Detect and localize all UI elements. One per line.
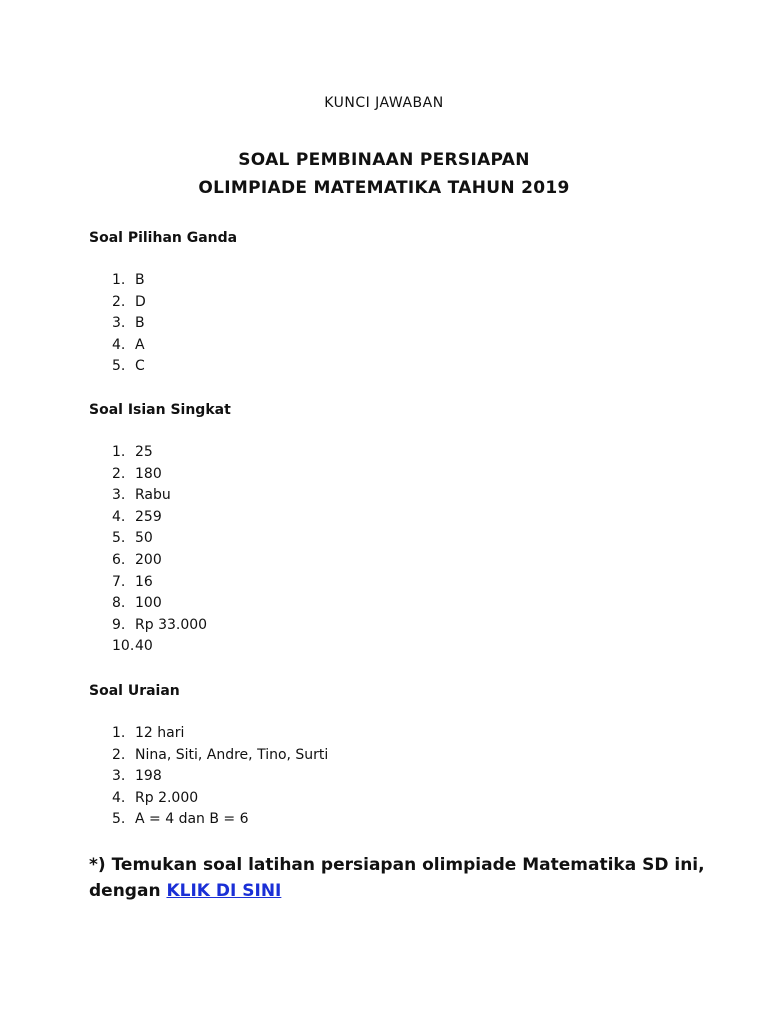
klik-di-sini-link[interactable]: KLIK DI SINI bbox=[166, 881, 282, 901]
item-answer: D bbox=[135, 293, 146, 310]
list-item bbox=[112, 723, 328, 745]
list-item bbox=[112, 809, 328, 831]
item-number: 4. bbox=[112, 508, 126, 525]
section-heading-uraian: Soal Uraian bbox=[89, 683, 180, 699]
list-item bbox=[112, 335, 146, 357]
list-item bbox=[112, 292, 146, 314]
item-answer: Rp 2.000 bbox=[135, 789, 199, 806]
list-item bbox=[112, 507, 207, 529]
item-number: 3. bbox=[112, 315, 126, 332]
item-number: 5. bbox=[112, 358, 126, 375]
item-answer: A = 4 dan B = 6 bbox=[135, 811, 249, 828]
item-number: 3. bbox=[112, 768, 126, 785]
item-answer: Rabu bbox=[135, 487, 171, 504]
list-item bbox=[112, 636, 207, 658]
item-answer: 50 bbox=[135, 530, 153, 547]
item-answer: 200 bbox=[135, 551, 162, 568]
item-number: 8. bbox=[112, 595, 126, 612]
closing-note-line-2 bbox=[89, 881, 281, 901]
list-item bbox=[112, 270, 146, 292]
answer-list-isian-singkat bbox=[112, 442, 207, 658]
item-answer: 100 bbox=[135, 595, 162, 612]
item-answer: 16 bbox=[135, 573, 153, 590]
item-number: 7. bbox=[112, 573, 126, 590]
list-item bbox=[112, 550, 207, 572]
list-item bbox=[112, 356, 146, 378]
section-heading-isian-singkat: Soal Isian Singkat bbox=[89, 402, 231, 418]
item-number: 2. bbox=[112, 746, 126, 763]
list-item bbox=[112, 572, 207, 594]
item-number: 5. bbox=[112, 811, 126, 828]
item-number: 10. bbox=[112, 638, 135, 655]
list-item bbox=[112, 593, 207, 615]
list-item bbox=[112, 528, 207, 550]
item-number: 6. bbox=[112, 551, 126, 568]
item-answer: B bbox=[135, 315, 145, 332]
list-item bbox=[112, 788, 328, 810]
item-number: 1. bbox=[112, 272, 126, 288]
list-item bbox=[112, 745, 328, 767]
list-item bbox=[112, 615, 207, 637]
item-number: 4. bbox=[112, 336, 126, 353]
closing-note-prefix: dengan bbox=[89, 881, 167, 901]
item-number: 5. bbox=[112, 530, 126, 547]
item-answer: 25 bbox=[135, 444, 153, 460]
document-title-line-1: SOAL PEMBINAAN PERSIAPAN bbox=[238, 150, 530, 170]
item-answer: Rp 33.000 bbox=[135, 616, 208, 633]
closing-note-line-1: *) Temukan soal latihan persiapan olimpiade Matematika SD ini, bbox=[89, 855, 705, 875]
item-answer: A bbox=[135, 336, 145, 353]
list-item bbox=[112, 442, 207, 464]
document-label: KUNCI JAWABAN bbox=[324, 95, 444, 111]
item-answer: C bbox=[135, 358, 145, 375]
item-answer: Nina, Siti, Andre, Tino, Surti bbox=[135, 746, 329, 763]
item-number: 2. bbox=[112, 293, 126, 310]
item-number: 3. bbox=[112, 487, 126, 504]
answer-list-pilihan-ganda bbox=[112, 270, 146, 378]
list-item bbox=[112, 464, 207, 486]
item-number: 2. bbox=[112, 465, 126, 482]
item-number: 4. bbox=[112, 789, 126, 806]
item-number: 1. bbox=[112, 444, 126, 460]
document-title-line-2: OLIMPIADE MATEMATIKA TAHUN 2019 bbox=[198, 178, 570, 198]
section-heading-pilihan-ganda: Soal Pilihan Ganda bbox=[89, 230, 238, 246]
item-answer: 198 bbox=[135, 768, 162, 785]
item-number: 9. bbox=[112, 616, 126, 633]
list-item bbox=[112, 766, 328, 788]
list-item bbox=[112, 485, 207, 507]
list-item bbox=[112, 313, 146, 335]
item-answer: 40 bbox=[135, 638, 153, 655]
item-number: 1. bbox=[112, 725, 126, 741]
item-answer: B bbox=[135, 272, 145, 288]
item-answer: 259 bbox=[135, 508, 162, 525]
answer-list-uraian bbox=[112, 723, 328, 831]
item-answer: 12 hari bbox=[135, 725, 185, 741]
item-answer: 180 bbox=[135, 465, 162, 482]
